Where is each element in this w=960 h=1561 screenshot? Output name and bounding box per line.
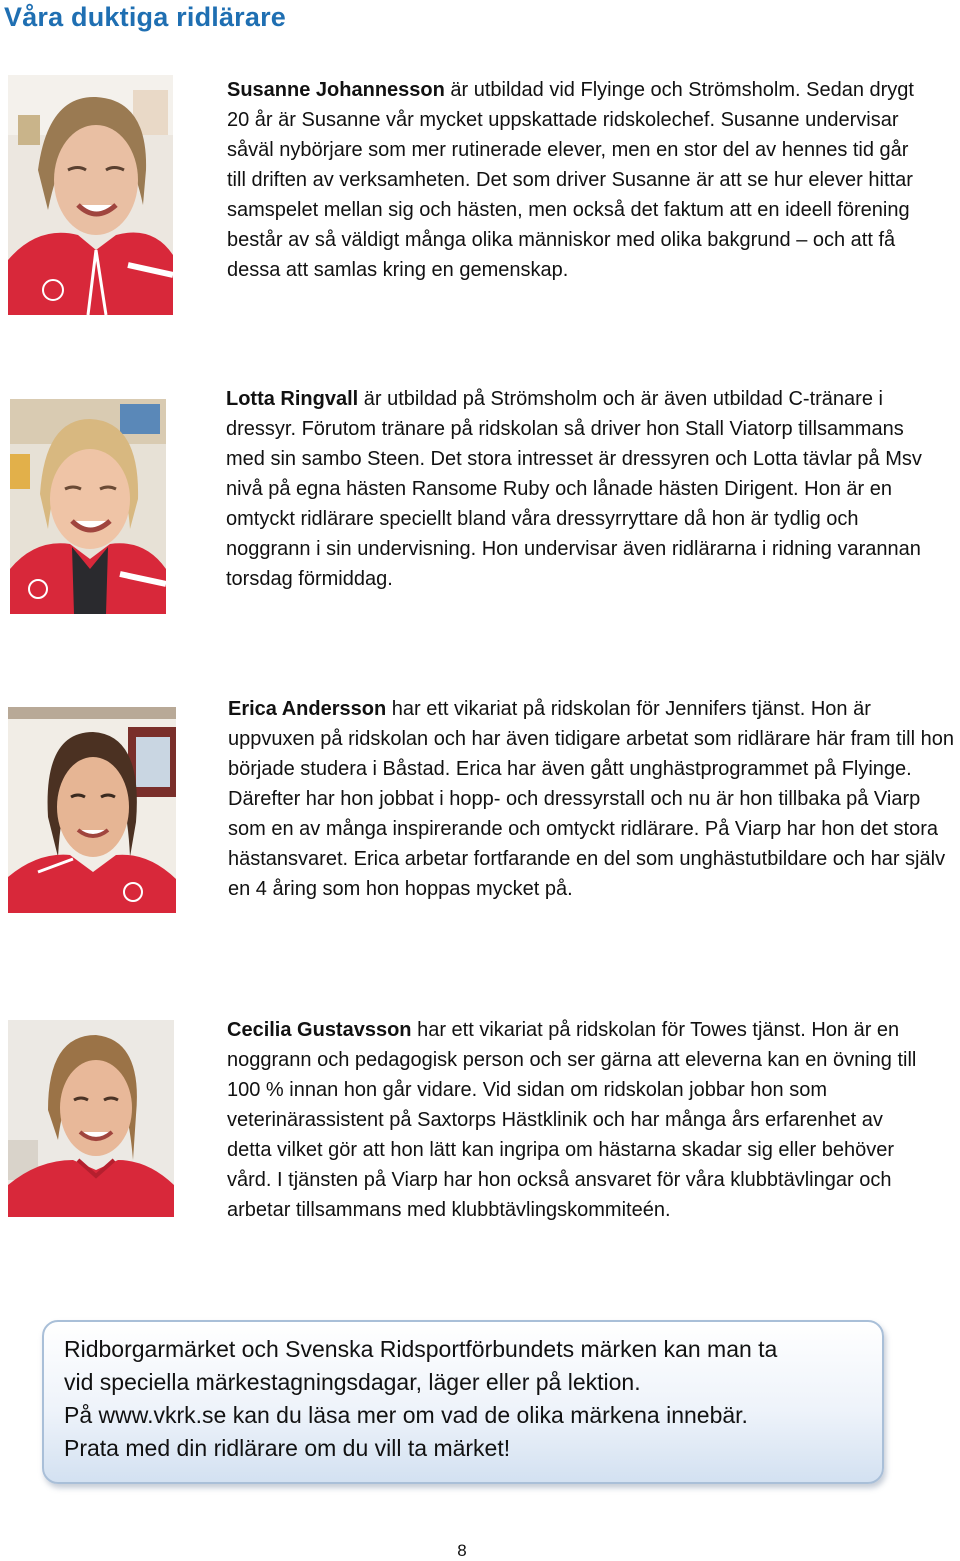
instructor-name: Cecilia Gustavsson (227, 1019, 412, 1041)
instructor-bio (227, 1015, 927, 1225)
page-number: 8 (457, 1541, 467, 1560)
instructor-photo (8, 75, 173, 315)
instructor-photo (8, 707, 176, 913)
info-line: Ridborgarmärket och Svenska Ridsportförbundets märken kan man ta (64, 1336, 778, 1362)
instructor-name: Erica Andersson (228, 698, 387, 720)
instructor-description: är utbildad vid Flyinge och Strömsholm. Sedan drygt 20 år är Susanne vår mycket uppskattade ridskolechef. Susanne undervisar såväl nybörjare som mer rutinerade elever, men en stor del av hennes tid går till driften av verksamheten. Det som driver Susanne är att se hur elever hittar samspelet mellan sig och hästen, men också det faktum att en ideell förening består av så väldigt många olika människor med olika bakgrund – och att få dessa att samlas kring en gemenskap. (227, 79, 914, 281)
instructor-name: Lotta Ringvall (226, 388, 359, 410)
instructor-photo (10, 399, 166, 614)
instructor-bio (228, 694, 958, 904)
instructor-description: har ett vikariat på ridskolan för Jennifers tjänst. Hon är uppvuxen på ridskolan och har även tidigare arbetat som ridlärare här fram till hon började studera i Båstad. Erica har även gått unghästprogrammet på Flyinge. Därefter har hon jobbat i hopp- och dressyrstall och nu är hon tillbaka på Viarp som en av många inspirerande och omtyckt ridlärare. På Viarp har hon det stora hästansvaret. Erica arbetar fortfarande en del som unghästutbildare och har själv en 4 åring som hon hoppas mycket på. (228, 698, 954, 900)
instructor-description: har ett vikariat på ridskolan för Towes tjänst. Hon är en noggrann och pedagogisk person och ser gärna att eleverna kan en övning till 100 % innan hon går vidare. Vid sidan om ridskolan jobbar hon som veterinärassistent på Saxtorps Hästklinik och har många års erfarenhet av detta vilket gör att hon lätt kan ingripa om hästarna skadar sig eller behöver vård. I tjänsten på Viarp har hon också ansvaret för våra klubbtävlingar och arbetar tillsammans med klubbtävlingskommiteén. (227, 1019, 917, 1221)
instructor-photo (8, 1020, 174, 1217)
badge-info-box (42, 1320, 884, 1484)
instructor-description: är utbildad på Strömsholm och är även utbildad C-tränare i dressyr. Förutom tränare på ridskolan så driver hon Stall Viatorp tillsammans med sin sambo Steen. Det stora intresset är dressyren och Lotta tävlar på Msv nivå på egna hästen Ransome Ruby och lånade hästen Dirigent. Hon är en omtyckt ridlärare speciellt bland våra dressyrryttare då hon är tydlig och noggrann i sin undervisning. Hon undervisar även ridlärarna i ridning varannan torsdag förmiddag. (226, 388, 922, 590)
instructor-name: Susanne Johannesson (227, 79, 445, 101)
instructor-bio (227, 75, 927, 285)
info-line: Prata med din ridlärare om du vill ta märket! (64, 1435, 511, 1461)
instructor-bio (226, 384, 926, 594)
info-line: vid speciella märkestagningsdagar, läger eller på lektion. (64, 1369, 641, 1395)
page-title: Våra duktiga ridlärare (4, 2, 287, 32)
info-line: På www.vkrk.se kan du läsa mer om vad de olika märkena innebär. (64, 1402, 748, 1428)
